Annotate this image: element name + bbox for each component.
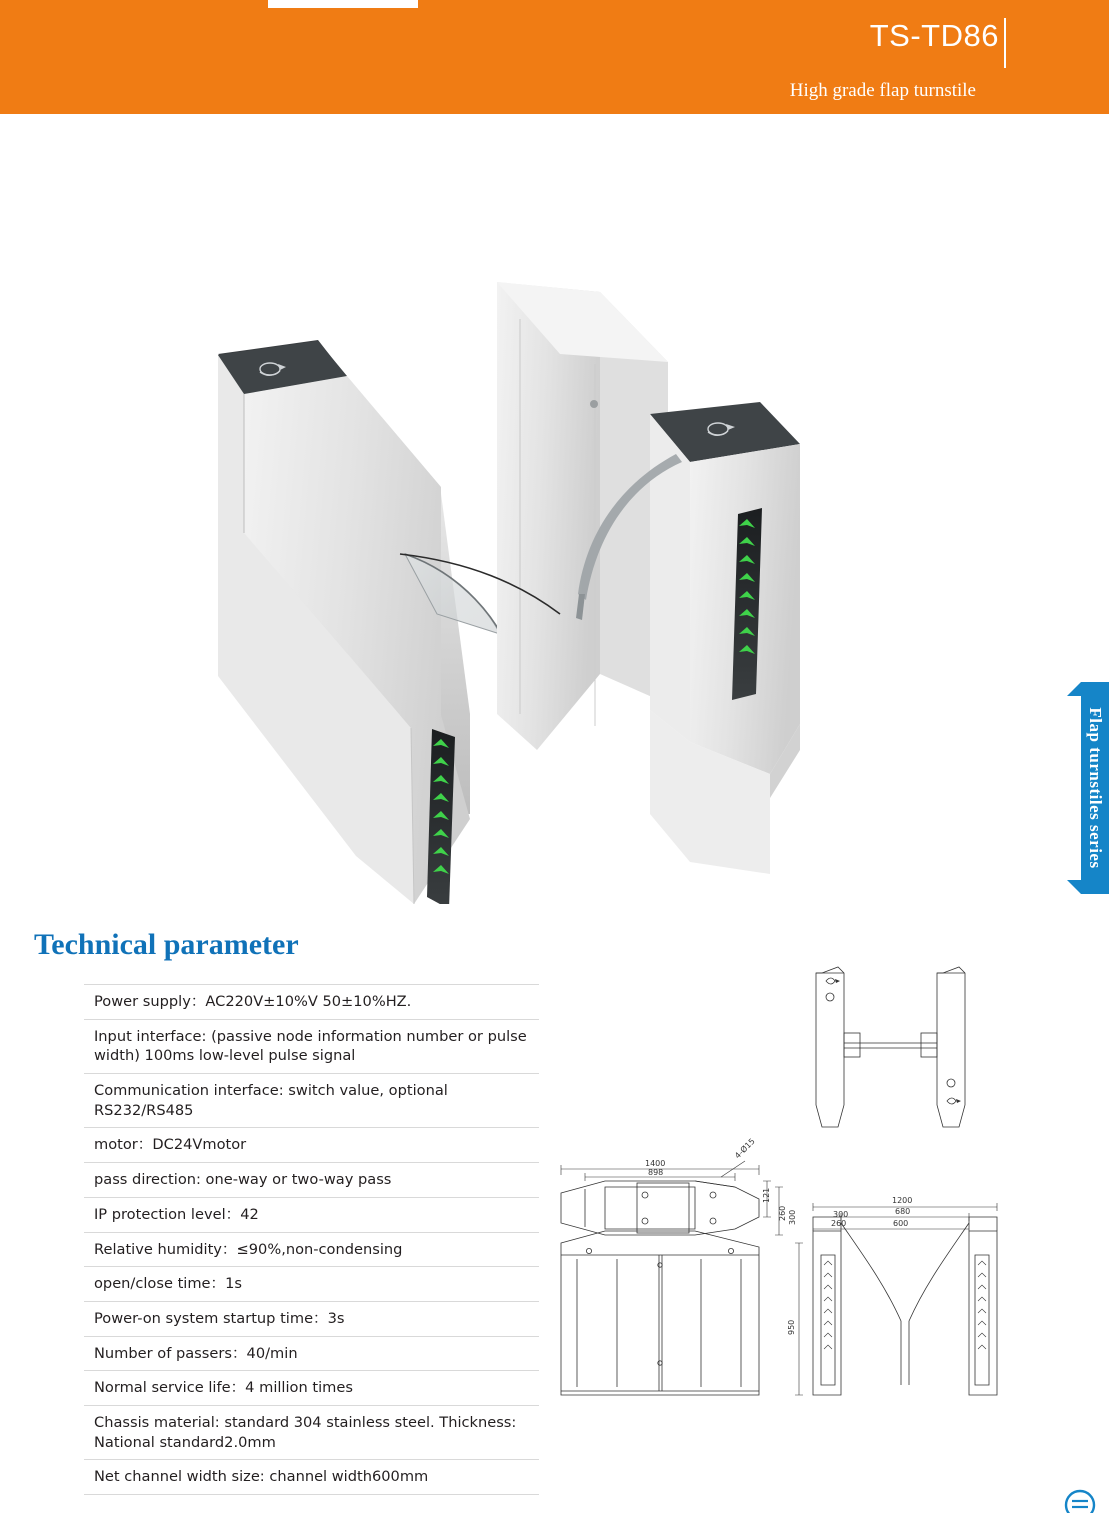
product-photo-svg <box>0 114 1109 904</box>
spec-chassis-material: Chassis material: standard 304 stainless steel. Thickness: National standard2.0mm <box>84 1405 539 1459</box>
header-white-tab <box>268 0 418 8</box>
table-row <box>84 985 539 1020</box>
specifications-table <box>84 984 539 1495</box>
spec-power-supply: Power supply：AC220V±10%V 50±10%HZ. <box>84 985 539 1020</box>
table-row <box>84 1163 539 1198</box>
table-row <box>84 1019 539 1073</box>
table-row <box>84 1301 539 1336</box>
drawing-top-view <box>561 1161 783 1235</box>
turnstile-right-unit <box>497 282 800 874</box>
spec-service-life: Normal service life：4 million times <box>84 1371 539 1406</box>
dim-300: 300 <box>788 1209 797 1225</box>
dim-898: 898 <box>648 1168 664 1177</box>
footer-logo-mark <box>1059 1471 1101 1513</box>
product-model-title: TS-TD86 <box>869 18 999 53</box>
table-row <box>84 1232 539 1267</box>
table-row <box>84 1074 539 1128</box>
spec-motor: motor：DC24Vmotor <box>84 1128 539 1163</box>
spec-relative-humidity: Relative humidity：≤90%,non-condensing <box>84 1232 539 1267</box>
table-row <box>84 1128 539 1163</box>
drawing-section-view <box>795 1203 997 1395</box>
dim-680: 680 <box>895 1207 911 1216</box>
turnstile-left-unit <box>218 340 503 904</box>
spec-number-of-passers: Number of passers：40/min <box>84 1336 539 1371</box>
dim-260: 260 <box>778 1205 787 1221</box>
page-title: Technical parameter <box>34 928 299 961</box>
table-row <box>84 1405 539 1459</box>
table-row <box>84 1371 539 1406</box>
technical-drawings-svg <box>545 955 1065 1455</box>
drawing-front-view <box>561 1231 759 1395</box>
dim-121: 121 <box>762 1187 771 1203</box>
page-header <box>0 0 1109 114</box>
dim-600: 600 <box>893 1219 909 1228</box>
dim-260b: 260 <box>831 1219 847 1228</box>
table-row <box>84 1197 539 1232</box>
spec-channel-width: Net channel width size: channel width600mm <box>84 1460 539 1495</box>
dim-1200: 1200 <box>892 1196 913 1205</box>
header-divider <box>1004 18 1006 68</box>
dim-300b: 300 <box>833 1210 849 1219</box>
dim-1400: 1400 <box>645 1159 666 1168</box>
table-row <box>84 1460 539 1495</box>
table-row <box>84 1336 539 1371</box>
product-photo <box>0 114 1109 904</box>
drawing-plan-pair <box>816 967 965 1127</box>
spec-ip-protection: IP protection level：42 <box>84 1197 539 1232</box>
spec-input-interface: Input interface: (passive node information number or pulse width) 100ms low-level pulse signal <box>84 1019 539 1073</box>
table-row <box>84 1267 539 1302</box>
dim-950: 950 <box>787 1319 796 1335</box>
series-side-tab-label: Flap turnstiles series <box>1086 707 1105 869</box>
spec-communication-interface: Communication interface: switch value, optional RS232/RS485 <box>84 1074 539 1128</box>
spec-open-close-time: open/close time：1s <box>84 1267 539 1302</box>
spec-startup-time: Power-on system startup time：3s <box>84 1301 539 1336</box>
product-subtitle: High grade flap turnstile <box>789 80 976 101</box>
technical-drawings <box>545 955 1065 1455</box>
dim-4-o15: 4-Ø15 <box>733 1136 757 1161</box>
spec-pass-direction: pass direction: one-way or two-way pass <box>84 1163 539 1198</box>
